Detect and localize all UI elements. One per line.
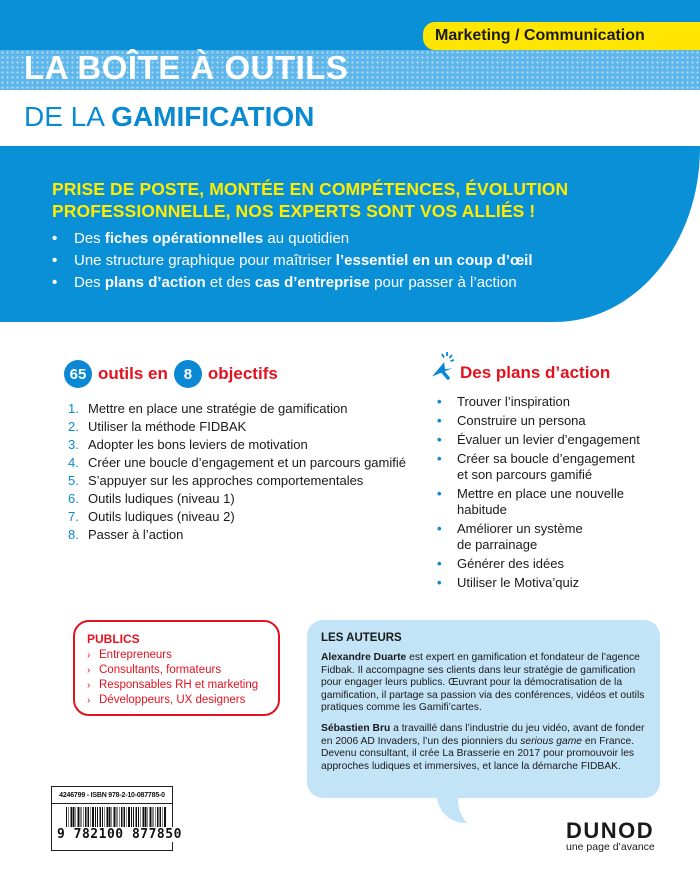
speech-bubble-tail-mask <box>458 796 488 830</box>
category-tab: Marketing / Communication <box>423 22 700 50</box>
publics-box <box>73 620 280 716</box>
authors-title: LES AUTEURS <box>321 632 402 644</box>
barcode-digits: 9 782100 877850 <box>57 827 182 842</box>
tools-label: outils en <box>98 364 168 383</box>
bullet-icon: • <box>437 556 442 571</box>
bullet-icon: • <box>52 274 58 291</box>
authors-bubble <box>307 620 660 798</box>
barcode <box>51 786 182 851</box>
author-bio: Sébastien Bru a travaillé dans l’industrie du jeu vidéo, avant de fonder en 2006 AD Invaders, l’un des pionniers du serious game en France. Devenu consultant, il crée La Brasserie en 2017 pour promouvoir les approches ludiques et immersives, et lance la démarche FIDBAK. <box>321 722 645 772</box>
objective-item: 6. Outils ludiques (niveau 1) <box>68 491 235 506</box>
book-title-prefix: DE LA <box>24 101 112 132</box>
action-plan-item: • Mettre en place une nouvelle habitude <box>437 486 624 517</box>
book-title <box>24 101 314 133</box>
publisher-tagline: une page d’avance <box>566 841 655 853</box>
promo-bullet-list <box>52 228 533 294</box>
bullet-icon: • <box>52 252 58 269</box>
publics-item: › Développeurs, UX designers <box>87 694 246 706</box>
action-plan-item: • Générer des idées <box>437 556 564 571</box>
objectives-count-badge: 8 <box>174 360 202 388</box>
publisher-logo: DUNOD <box>566 818 655 843</box>
bullet-icon: • <box>437 521 442 536</box>
chevron-right-icon: › <box>87 680 91 691</box>
author-name: Alexandre Duarte <box>321 652 407 663</box>
objectives-list <box>68 400 406 544</box>
promo-bullet: • Des fiches opérationnelles au quotidien <box>52 228 533 250</box>
action-plans-list <box>437 394 677 594</box>
bullet-icon: • <box>437 486 442 501</box>
objective-item: 1. Mettre en place une stratégie de gamification <box>68 401 348 416</box>
bullet-icon: • <box>437 394 442 409</box>
action-plans-heading <box>430 350 610 385</box>
objective-item: 4. Créer une boucle d’engagement et un parcours gamifié <box>68 455 406 470</box>
bullet-icon: • <box>437 432 442 447</box>
series-title: LA BOÎTE À OUTILS <box>24 49 349 86</box>
book-title-main: GAMIFICATION <box>111 101 315 132</box>
action-plan-item: • Construire un persona <box>437 413 586 428</box>
publics-item: › Consultants, formateurs <box>87 664 222 676</box>
action-plan-item: • Trouver l’inspiration <box>437 394 570 409</box>
bullet-icon: • <box>437 413 442 428</box>
chevron-right-icon: › <box>87 695 91 706</box>
author-bio: Alexandre Duarte est expert en gamification et fondateur de l’agence Fidbak. Il accompagne ses clients dans leur stratégie de gamification pour engager leurs publics. Œuvrant pour la démocratisation de la gamification, il partage sa passion via des conférences, vidéos et outils pratiques comme les Gamifi’cartes. <box>321 652 645 714</box>
objectives-heading <box>64 360 278 388</box>
publics-list <box>87 648 266 708</box>
objective-item: 5. S’appuyer sur les approches comportementales <box>68 473 364 488</box>
bullet-icon: • <box>437 575 442 590</box>
objectives-label: objectifs <box>207 364 278 383</box>
publics-title: PUBLICS <box>87 632 140 646</box>
promo-headline: PRISE DE POSTE, MONTÉE EN COMPÉTENCES, ÉVOLUTION PROFESSIONNELLE, NOS EXPERTS SONT VOS ALLIÉS ! <box>52 179 569 221</box>
objective-item: 7. Outils ludiques (niveau 2) <box>68 509 235 524</box>
chevron-right-icon: › <box>87 650 91 661</box>
action-plan-item: • Évaluer un levier d’engagement <box>437 432 640 447</box>
isbn-label: 4246799 - ISBN 978-2-10-087785-0 <box>52 787 172 804</box>
promo-bullet: • Une structure graphique pour maîtriser l’essentiel en un coup d’œil <box>52 250 533 272</box>
objective-item: 2. Utiliser la méthode FIDBAK <box>68 419 247 434</box>
bullet-icon: • <box>437 451 442 466</box>
promo-panel <box>0 148 700 322</box>
cursor-click-icon <box>430 350 456 385</box>
chevron-right-icon: › <box>87 665 91 676</box>
action-plan-item: • Créer sa boucle d’engagement et son parcours gamifié <box>437 451 635 482</box>
action-plans-title: Des plans d’action <box>460 363 611 382</box>
objective-item: 3. Adopter les bons leviers de motivation <box>68 437 308 452</box>
author-name: Sébastien Bru <box>321 722 391 734</box>
tools-count-badge: 65 <box>64 360 92 388</box>
publics-item: › Responsables RH et marketing <box>87 679 259 691</box>
objective-item: 8. Passer à l’action <box>68 527 184 542</box>
publics-item: › Entrepreneurs <box>87 649 172 661</box>
promo-bullet: • Des plans d’action et des cas d’entreprise pour passer à l’action <box>52 272 533 294</box>
action-plan-item: • Utiliser le Motiva’quiz <box>437 575 580 590</box>
action-plan-item: • Améliorer un système de parrainage <box>437 521 583 552</box>
bullet-icon: • <box>52 230 58 247</box>
